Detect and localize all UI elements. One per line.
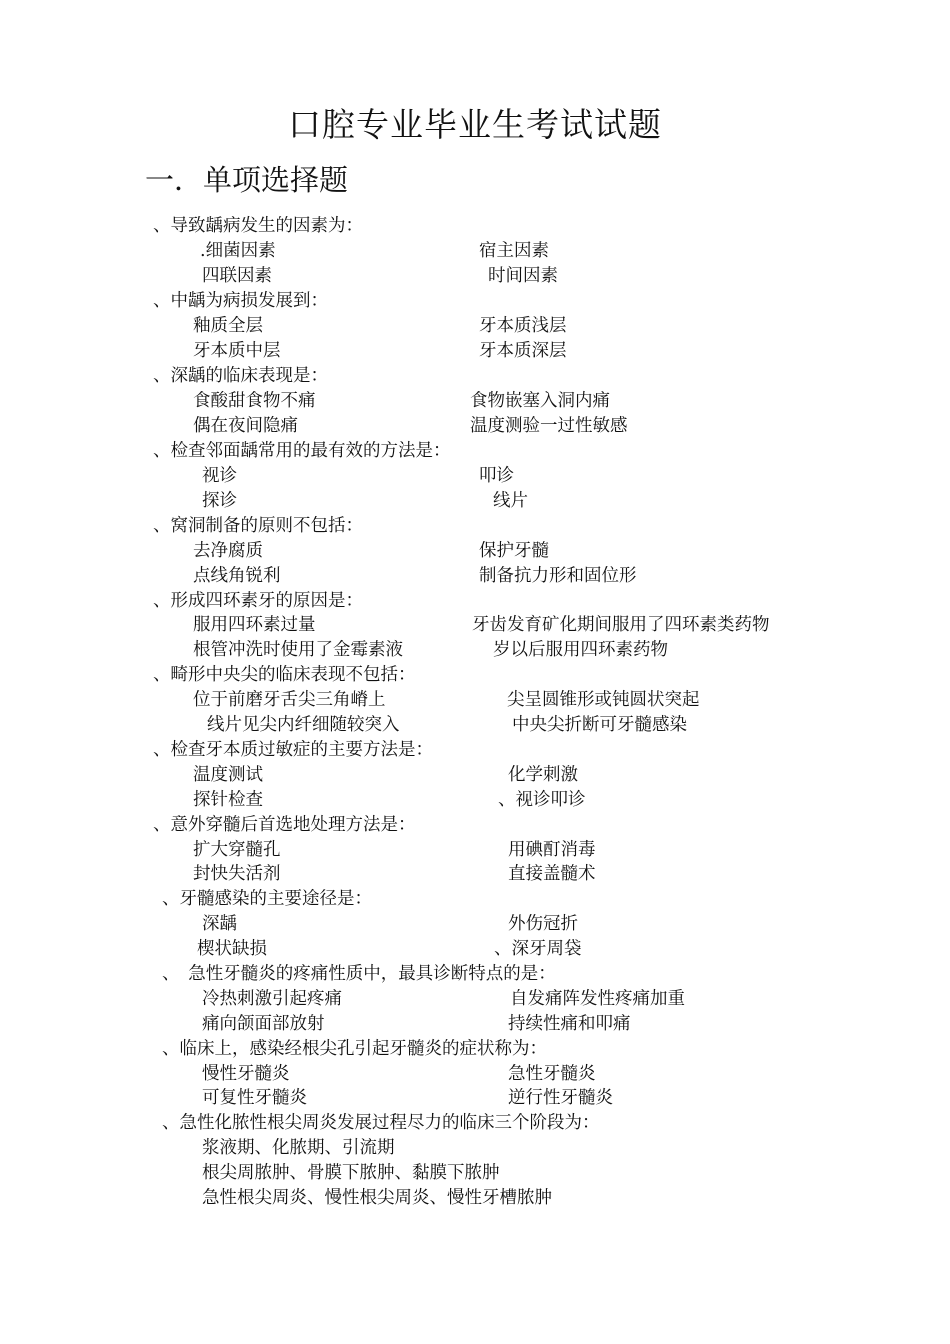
- question-option: 保护牙髓: [479, 541, 549, 561]
- question-stem: 、意外穿髓后首选地处理方法是：: [153, 815, 416, 835]
- question-option: 浆液期、化脓期、引流期: [202, 1138, 395, 1158]
- question-option: 釉质全层: [193, 316, 263, 336]
- question-option: 用碘酊消毒: [508, 840, 596, 860]
- question-stem: 、检查牙本质过敏症的主要方法是：: [153, 740, 433, 760]
- question-stem: 、窝洞制备的原则不包括：: [153, 516, 363, 536]
- question-option: 温度测试: [193, 765, 263, 785]
- question-stem: 、急性化脓性根尖周炎发展过程尽力的临床三个阶段为：: [162, 1113, 600, 1133]
- question-option: 温度测验一过性敏感: [470, 416, 628, 436]
- question-option: 楔状缺损: [197, 939, 267, 959]
- question-stem: 、临床上，感染经根尖孔引起牙髓炎的症状称为：: [162, 1039, 547, 1059]
- question-option: 根管冲洗时使用了金霉素液: [193, 640, 403, 660]
- question-stem: 、中龋为病损发展到：: [153, 291, 328, 311]
- question-option: 牙齿发育矿化期间服用了四环素类药物: [472, 615, 770, 635]
- question-option: 化学刺激: [508, 765, 578, 785]
- question-option: .细菌因素: [200, 241, 276, 261]
- question-option: 冷热刺激引起疼痛: [202, 989, 342, 1009]
- question-option: 四联因素: [202, 266, 272, 286]
- question-option: 逆行性牙髓炎: [508, 1088, 613, 1108]
- question-option: 自发痛阵发性疼痛加重: [510, 989, 685, 1009]
- document-title: 口腔专业毕业生考试试题: [288, 105, 662, 144]
- question-option: 可复性牙髓炎: [202, 1088, 307, 1108]
- question-stem: 、深龋的临床表现是：: [153, 366, 328, 386]
- question-option: 去净腐质: [193, 541, 263, 561]
- question-option: 位于前磨牙舌尖三角嵴上: [193, 690, 386, 710]
- question-option: 急性根尖周炎、慢性根尖周炎、慢性牙槽脓肿: [202, 1188, 552, 1208]
- question-option: 叩诊: [479, 466, 514, 486]
- section-heading: 一．单项选择题: [145, 163, 349, 197]
- question-option: 时间因素: [488, 266, 558, 286]
- question-option: 根尖周脓肿、骨膜下脓肿、黏膜下脓肿: [202, 1163, 500, 1183]
- question-option: 点线角锐利: [193, 566, 281, 586]
- question-option: 服用四环素过量: [193, 615, 316, 635]
- question-option: 探针检查: [193, 790, 263, 810]
- question-option: 痛向颌面部放射: [202, 1014, 325, 1034]
- question-option: 持续性痛和叩痛: [508, 1014, 631, 1034]
- question-option: 直接盖髓术: [508, 864, 596, 884]
- question-option: 线片: [493, 491, 528, 511]
- question-stem: 、 急性牙髓炎的疼痛性质中，最具诊断特点的是：: [162, 964, 556, 984]
- question-option: 牙本质浅层: [479, 316, 567, 336]
- question-stem: 、畸形中央尖的临床表现不包括：: [153, 665, 416, 685]
- question-option: 食酸甜食物不痛: [193, 391, 316, 411]
- question-stem: 、牙髓感染的主要途径是：: [162, 889, 372, 909]
- question-option: 探诊: [202, 491, 237, 511]
- question-option: 中央尖折断可牙髓感染: [512, 715, 687, 735]
- question-option: 牙本质中层: [193, 341, 281, 361]
- question-option: 宿主因素: [479, 241, 549, 261]
- question-option: 制备抗力形和固位形: [479, 566, 637, 586]
- question-option: 扩大穿髓孔: [193, 840, 281, 860]
- question-option: 视诊: [202, 466, 237, 486]
- question-option: 岁以后服用四环素药物: [493, 640, 668, 660]
- question-stem: 、形成四环素牙的原因是：: [153, 591, 363, 611]
- question-option: 尖呈圆锥形或钝圆状突起: [507, 690, 700, 710]
- question-option: 牙本质深层: [479, 341, 567, 361]
- question-option: 线片见尖内纤细随较突入: [207, 715, 400, 735]
- question-option: 、深牙周袋: [494, 939, 582, 959]
- question-option: 偶在夜间隐痛: [193, 416, 298, 436]
- question-stem: 、检查邻面龋常用的最有效的方法是：: [153, 441, 451, 461]
- question-option: 慢性牙髓炎: [202, 1064, 290, 1084]
- question-option: 、视诊叩诊: [498, 790, 586, 810]
- question-option: 外伤冠折: [508, 914, 578, 934]
- question-stem: 、导致龋病发生的因素为：: [153, 216, 363, 236]
- question-option: 深龋: [202, 914, 237, 934]
- question-option: 食物嵌塞入洞内痛: [470, 391, 610, 411]
- question-option: 急性牙髓炎: [508, 1064, 596, 1084]
- question-option: 封快失活剂: [193, 864, 281, 884]
